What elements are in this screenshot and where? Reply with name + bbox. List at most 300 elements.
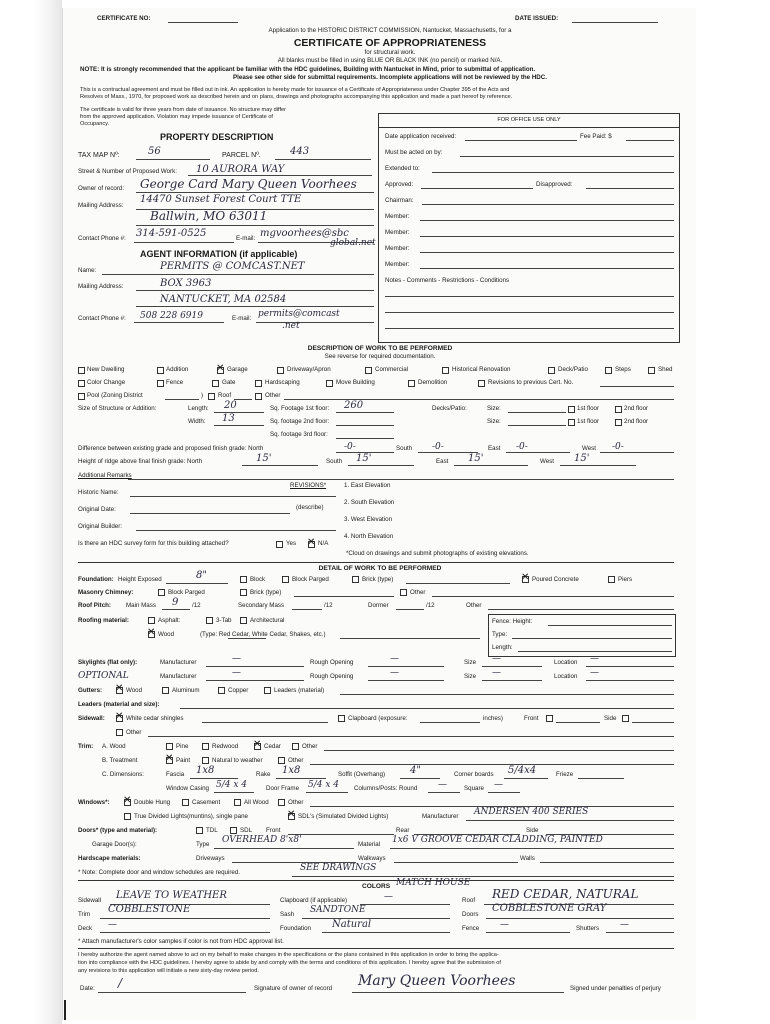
- poured-concrete-label: Poured Concrete: [532, 576, 579, 583]
- block-checkbox[interactable]: [240, 576, 247, 583]
- natural-checkbox[interactable]: [202, 757, 209, 764]
- gutters-wood-checkbox[interactable]: [116, 687, 123, 694]
- office-notes-field-1[interactable]: [385, 296, 674, 297]
- frieze-label: Frieze: [556, 771, 574, 778]
- work-subheading: See reverse for required documentation.: [324, 353, 436, 360]
- gutters-copper-checkbox[interactable]: [218, 687, 225, 694]
- color-doors-label: Doors: [462, 911, 479, 918]
- corner-boards-field[interactable]: [504, 778, 548, 779]
- corner-boards-value: 5/4x4: [508, 765, 537, 776]
- move-building-label: Move Building: [336, 379, 375, 386]
- color-fence-field[interactable]: [486, 932, 570, 933]
- sqft-2nd-field[interactable]: [336, 425, 394, 426]
- blanks-note: All blanks must be filled in using BLUE OR BLACK INK (no pencil) or marked N/A.: [277, 57, 503, 64]
- clapboard-checkbox[interactable]: [338, 715, 345, 722]
- soffit-field[interactable]: [400, 778, 440, 779]
- ridge-west-field[interactable]: [560, 465, 636, 466]
- deck-1st-floor-checkbox-2[interactable]: [568, 419, 575, 426]
- garage-checkbox[interactable]: [217, 367, 224, 374]
- historic-name-label: Historic Name:: [78, 489, 119, 496]
- white-cedar-field[interactable]: [202, 722, 328, 723]
- commercial-checkbox[interactable]: [365, 367, 372, 374]
- fence-checkbox[interactable]: [157, 380, 164, 387]
- redwood-checkbox[interactable]: [202, 743, 209, 750]
- grade-south-label: South: [396, 445, 413, 452]
- elevation-east: 1. East Elevation: [344, 482, 391, 489]
- demolition-checkbox[interactable]: [408, 380, 415, 387]
- date-issued-field[interactable]: [572, 22, 658, 23]
- ridge-west-label: West: [540, 458, 554, 465]
- height-exposed-field[interactable]: [166, 583, 228, 584]
- office-member-label-2: Member:: [385, 229, 410, 236]
- original-builder-field[interactable]: [136, 530, 336, 531]
- agent-mailing-field-2[interactable]: [136, 306, 374, 307]
- signature-label: Signature of owner of record: [254, 985, 333, 992]
- office-use-box: [378, 113, 680, 343]
- chimney-other-checkbox[interactable]: [400, 589, 407, 596]
- brick-type-checkbox[interactable]: [352, 576, 359, 583]
- other-work-label: Other: [265, 392, 281, 399]
- other-work-field[interactable]: [284, 399, 674, 400]
- historic-name-field[interactable]: [130, 496, 336, 497]
- three-tab-checkbox[interactable]: [206, 617, 213, 624]
- color-doors-value: COBBLESTONE GRAY: [492, 903, 607, 914]
- owner-value: George Card Mary Queen Voorhees: [140, 177, 357, 191]
- redwood-label: Redwood: [212, 743, 239, 750]
- windows-manufacturer-value: ANDERSEN 400 SERIES: [474, 807, 589, 817]
- survey-yes-checkbox[interactable]: [276, 541, 283, 548]
- commercial-label: Commercial: [375, 366, 409, 373]
- schedule-field[interactable]: [292, 876, 674, 877]
- agent-email-label: E-mail:: [232, 315, 252, 322]
- validity-text-1: The certificate is valid for three years from date of issuance. No structure may differ: [80, 107, 287, 113]
- sdl-checkbox[interactable]: [288, 813, 295, 820]
- architectural-checkbox[interactable]: [240, 617, 247, 624]
- trim-other-label: Other: [302, 743, 318, 750]
- date-field[interactable]: [98, 992, 246, 993]
- square-dash: —: [494, 780, 503, 790]
- parcel-field[interactable]: [275, 159, 371, 160]
- three-tab-label: 3-Tab: [216, 617, 232, 624]
- agent-name-field[interactable]: [102, 274, 374, 275]
- sqft-1st-field[interactable]: [336, 412, 394, 413]
- door-frame-field[interactable]: [306, 792, 348, 793]
- steps-label: Steps: [615, 366, 631, 373]
- parcel-label: PARCEL Nº.: [222, 152, 261, 159]
- true-divided-checkbox[interactable]: [124, 813, 131, 820]
- color-clapboard-value: —: [384, 892, 393, 902]
- deck-2nd-floor-checkbox-2[interactable]: [615, 419, 622, 426]
- width-label: Width:: [188, 418, 206, 425]
- date-label: Date:: [80, 985, 95, 992]
- office-disapproved-field[interactable]: [586, 188, 674, 189]
- skylight-location-dash-2: —: [590, 668, 599, 678]
- mailing-field-2[interactable]: [136, 225, 374, 226]
- piers-checkbox[interactable]: [608, 576, 615, 583]
- revisions-cert-field[interactable]: [600, 386, 674, 387]
- fence-length-field[interactable]: [518, 651, 672, 652]
- skylight-size-label-2: Size: [464, 673, 477, 680]
- tdl-label: TDL: [206, 827, 218, 834]
- wood-roofing-checkbox[interactable]: [148, 631, 155, 638]
- door-front-label: Front: [266, 827, 281, 834]
- scan-mark: [64, 1000, 66, 1020]
- office-acted-on-label: Must be acted on by:: [385, 149, 443, 156]
- hardscape-label: Hardscape materials:: [78, 855, 141, 862]
- agent-mailing-field-1[interactable]: [136, 290, 374, 291]
- main-mass-field[interactable]: [162, 609, 190, 610]
- street-value: 10 AURORA WAY: [196, 164, 285, 175]
- door-rear-label: Rear: [396, 827, 410, 834]
- sqft-3rd-field[interactable]: [336, 438, 394, 439]
- contact-phone-value: 314-591-0525: [136, 228, 207, 239]
- new-dwelling-checkbox[interactable]: [78, 367, 85, 374]
- schedule-note: * Note: Complete door and window schedules are required.: [78, 869, 240, 876]
- dormer-per12: /12: [426, 602, 435, 609]
- block-parged-checkbox[interactable]: [282, 576, 289, 583]
- door-sdl-checkbox[interactable]: [230, 827, 237, 834]
- red-cedar-underline: [228, 638, 266, 639]
- street-field[interactable]: [188, 175, 372, 176]
- revisions-label: Revisions to previous Cert. No.: [488, 379, 574, 386]
- roof-other-field[interactable]: [488, 609, 674, 610]
- paint-checkbox[interactable]: [166, 757, 173, 764]
- sidewall-side-checkbox[interactable]: [622, 715, 629, 722]
- columns-round-field[interactable]: [428, 792, 460, 793]
- pool-checkbox[interactable]: [78, 393, 85, 400]
- color-shutters-field[interactable]: [606, 932, 674, 933]
- original-builder-label: Original Builder:: [78, 523, 123, 530]
- fence-type-field[interactable]: [512, 638, 672, 639]
- clapboard-exposure-label: Clapboard (exposure:: [348, 715, 408, 722]
- color-clapboard-field[interactable]: [360, 904, 450, 905]
- office-fee-field[interactable]: [626, 140, 674, 141]
- office-member-field-3[interactable]: [420, 252, 674, 253]
- pool-label: Pool (Zoning District: [87, 392, 143, 399]
- office-member-field-4[interactable]: [420, 268, 674, 269]
- sidewall-other-checkbox[interactable]: [116, 729, 123, 736]
- deck-2nd-floor-label-1: 2nd floor: [624, 405, 649, 412]
- survey-na-checkbox[interactable]: [308, 541, 315, 548]
- revisions-checkbox[interactable]: [478, 380, 485, 387]
- skylight-manufacturer-field-2[interactable]: [206, 680, 304, 681]
- chimney-brick-field[interactable]: [294, 596, 394, 597]
- sidewall-other-field[interactable]: [148, 736, 674, 737]
- deck-2nd-floor-checkbox-1[interactable]: [615, 406, 622, 413]
- square-label: Square: [464, 785, 484, 792]
- chimney-block-parged-checkbox[interactable]: [158, 589, 165, 596]
- office-acted-on-field[interactable]: [460, 156, 674, 157]
- fence-height-field[interactable]: [548, 625, 672, 626]
- casement-checkbox[interactable]: [182, 799, 189, 806]
- skylight-location-field-1[interactable]: [586, 666, 674, 667]
- mailing-value-1: 14470 Sunset Forest Court TTE: [140, 194, 302, 205]
- window-casing-label: Window Casing: [166, 785, 209, 792]
- color-attach-note: * Attach manufacturer's color samples if color is not from HDC approval list.: [78, 938, 284, 945]
- detail-heading: DETAIL OF WORK TO BE PERFORMED: [318, 565, 442, 572]
- wood-type-label: (Type: Red Cedar, White Cedar, Shakes, etc.): [200, 631, 326, 638]
- roof-label: Roof: [218, 392, 232, 399]
- roof-checkbox[interactable]: [208, 393, 215, 400]
- ridge-north-field[interactable]: [242, 465, 318, 466]
- white-cedar-label: White cedar shingles: [126, 715, 184, 722]
- agent-email-field[interactable]: [256, 322, 374, 323]
- signature-field[interactable]: [352, 992, 564, 993]
- deck-size-field-1[interactable]: [508, 412, 566, 413]
- true-divided-label: True Divided Lights(muntins), single pane: [134, 813, 248, 820]
- color-deck-field[interactable]: [100, 932, 270, 933]
- fascia-field[interactable]: [190, 778, 238, 779]
- deck-size-field-2[interactable]: [508, 425, 566, 426]
- width-field[interactable]: [214, 425, 264, 426]
- office-extended-field[interactable]: [432, 172, 674, 173]
- gutters-aluminum-checkbox[interactable]: [162, 687, 169, 694]
- garage-material-field[interactable]: [390, 848, 674, 849]
- main-mass-per12: /12: [192, 602, 201, 609]
- rough-opening-field-1[interactable]: [368, 666, 444, 667]
- office-notes-field-2[interactable]: [385, 312, 674, 313]
- color-trim-value: COBBLESTONE: [108, 904, 191, 915]
- contact-phone-field[interactable]: [134, 242, 234, 243]
- steps-checkbox[interactable]: [605, 367, 612, 374]
- office-member-label-1: Member:: [385, 213, 410, 220]
- soffit-value: 4": [410, 765, 421, 776]
- sidewall-front-field[interactable]: [556, 722, 600, 723]
- grade-east-value: -0-: [516, 442, 528, 452]
- zoning-district-field[interactable]: [165, 399, 199, 400]
- clapboard-exposure-field[interactable]: [420, 722, 480, 723]
- wood-type-field[interactable]: [340, 638, 480, 639]
- door-front-field[interactable]: [288, 834, 394, 835]
- paint-label: Paint: [176, 757, 191, 764]
- treatment-other-field[interactable]: [310, 764, 674, 765]
- fascia-value: 1x8: [196, 765, 215, 776]
- brick-type-field[interactable]: [406, 583, 510, 584]
- elevation-south: 2. South Elevation: [344, 499, 395, 506]
- windows-other-checkbox[interactable]: [278, 799, 285, 806]
- office-approved-field[interactable]: [421, 188, 533, 189]
- skylights-label: Skylights (flat only):: [78, 659, 138, 666]
- double-hung-checkbox[interactable]: [124, 799, 131, 806]
- skylight-location-field-2[interactable]: [586, 680, 674, 681]
- skylight-size-label-1: Size: [464, 659, 477, 666]
- hardscaping-checkbox[interactable]: [255, 380, 262, 387]
- poured-concrete-checkbox[interactable]: [522, 576, 529, 583]
- leaders-material-field[interactable]: [340, 694, 674, 695]
- tdl-checkbox[interactable]: [196, 827, 203, 834]
- skylight-size-field-2[interactable]: [482, 680, 542, 681]
- double-hung-label: Double Hung: [134, 799, 171, 806]
- agent-mailing-label: Mailing Address:: [78, 283, 124, 290]
- owner-field[interactable]: [136, 192, 374, 193]
- application-to-text: Application to the HISTORIC DISTRICT COMMISSION, Nantucket, Massachusetts, for a: [268, 27, 512, 34]
- color-foundation-field[interactable]: [322, 932, 450, 933]
- garage-label: Garage: [227, 366, 248, 373]
- addition-checkbox[interactable]: [157, 367, 164, 374]
- secondary-mass-field[interactable]: [292, 609, 322, 610]
- sidewall-side-label: Side: [604, 715, 617, 722]
- color-fence-value: —: [500, 920, 509, 930]
- rough-opening-dash-1: —: [390, 654, 399, 664]
- ridge-south-field[interactable]: [348, 465, 414, 466]
- treatment-label: B. Treatment: [102, 757, 138, 764]
- agent-phone-field[interactable]: [134, 322, 224, 323]
- ridge-east-field[interactable]: [454, 465, 528, 466]
- grade-east-field[interactable]: [506, 452, 570, 453]
- window-casing-value: 5/4 x 4: [216, 780, 248, 790]
- perjury-note: Signed under penalties of perjury: [570, 985, 661, 992]
- office-member-label-4: Member:: [385, 261, 410, 268]
- color-sash-value: SANDTONE: [310, 905, 366, 915]
- agent-mailing-value-2: NANTUCKET, MA 02584: [160, 294, 287, 305]
- ridge-south-label: South: [326, 458, 343, 465]
- all-wood-label: All Wood: [244, 799, 269, 806]
- garage-type-label: Type: [196, 841, 210, 848]
- sqft-2nd-label: Sq. footage 2nd floor:: [270, 418, 330, 425]
- office-member-field-2[interactable]: [420, 236, 674, 237]
- sidewall-side-field[interactable]: [632, 722, 674, 723]
- office-notes-label: Notes - Comments - Restrictions - Conditions: [385, 277, 510, 284]
- certificate-no-label: CERTIFICATE NO:: [97, 15, 151, 22]
- walkways-label: Walkways: [358, 855, 386, 862]
- date-value: /: [118, 976, 123, 990]
- chimney-other-field[interactable]: [432, 596, 674, 597]
- color-roof-label: Roof: [462, 897, 476, 904]
- square-field[interactable]: [488, 792, 520, 793]
- grade-north-value: -0-: [344, 442, 356, 452]
- certificate-no-field[interactable]: [168, 22, 238, 23]
- rake-value: 1x8: [282, 765, 301, 776]
- color-trim-field[interactable]: [100, 918, 270, 919]
- rough-opening-label-2: Rough Opening: [310, 673, 354, 680]
- color-change-checkbox[interactable]: [78, 380, 85, 387]
- dormer-field[interactable]: [396, 609, 424, 610]
- leaders-size-field[interactable]: [180, 708, 674, 709]
- shed-checkbox[interactable]: [648, 367, 655, 374]
- rake-field[interactable]: [276, 778, 326, 779]
- chimney-block-parged-label: Block Parged: [168, 589, 205, 596]
- deck-size-label-1: Size:: [487, 405, 501, 412]
- color-change-label: Color Change: [87, 379, 126, 386]
- trim-wood-label: A. Wood: [102, 743, 126, 750]
- walkways-field[interactable]: [394, 862, 518, 863]
- windows-manufacturer-label: Manufacturer: [422, 813, 459, 820]
- optional-note: OPTIONAL: [78, 671, 129, 681]
- office-chairman-field[interactable]: [422, 204, 674, 205]
- treatment-other-label: Other: [288, 757, 304, 764]
- asphalt-checkbox[interactable]: [148, 617, 155, 624]
- color-doors-field[interactable]: [486, 918, 674, 919]
- gate-checkbox[interactable]: [212, 380, 219, 387]
- other-work-checkbox[interactable]: [255, 393, 262, 400]
- color-shutters-value: —: [620, 920, 629, 930]
- skylight-size-field-1[interactable]: [482, 666, 542, 667]
- secondary-mass-per12: /12: [324, 602, 333, 609]
- windows-manufacturer-field[interactable]: [466, 820, 674, 821]
- agent-email-value: permits@comcast: [258, 309, 340, 319]
- sidewall-label: Sidewall:: [78, 715, 105, 722]
- gutters-aluminum-label: Aluminum: [172, 687, 200, 694]
- window-casing-field[interactable]: [214, 792, 254, 793]
- office-extended-label: Extended to:: [385, 165, 420, 172]
- garage-doors-label: Garage Door(s):: [92, 841, 137, 848]
- trim-other-checkbox[interactable]: [292, 743, 299, 750]
- property-heading: PROPERTY DESCRIPTION: [160, 132, 274, 142]
- deck-1st-floor-checkbox-1[interactable]: [568, 406, 575, 413]
- office-member-label-3: Member:: [385, 245, 410, 252]
- authorization-text-3: any revisions to this application will initiate a new sixty-day review period.: [78, 968, 259, 974]
- office-date-received-field[interactable]: [465, 140, 577, 141]
- sidewall-other-label: Other: [126, 729, 142, 736]
- driveway-label: Driveway/Apron: [287, 366, 331, 373]
- skylight-manufacturer-dash-2: —: [232, 668, 241, 678]
- wood-roofing-label: Wood: [158, 631, 175, 638]
- office-member-field-1[interactable]: [420, 220, 674, 221]
- color-sash-field[interactable]: [302, 918, 450, 919]
- color-sash-label: Sash: [280, 911, 295, 918]
- garage-type-field[interactable]: [214, 848, 354, 849]
- leaders-material-checkbox[interactable]: [264, 687, 271, 694]
- office-notes-field-3[interactable]: [385, 328, 674, 329]
- historical-renovation-checkbox[interactable]: [442, 367, 449, 374]
- skylight-manufacturer-field-1[interactable]: [206, 666, 304, 667]
- deck-patio-checkbox[interactable]: [548, 367, 555, 374]
- skylight-size-dash-1: —: [492, 654, 501, 664]
- tax-map-field[interactable]: [136, 159, 210, 160]
- addition-label: Addition: [166, 366, 189, 373]
- chimney-brick-checkbox[interactable]: [240, 589, 247, 596]
- additional-remarks-field[interactable]: [128, 479, 674, 480]
- form-title: CERTIFICATE OF APPROPRIATENESS: [293, 37, 487, 49]
- trim-other-field[interactable]: [324, 750, 674, 751]
- elevation-west: 3. West Elevation: [344, 516, 393, 523]
- gutters-wood-label: Wood: [126, 687, 143, 694]
- all-wood-checkbox[interactable]: [234, 799, 241, 806]
- office-fee-label: Fee Paid: $: [580, 133, 612, 140]
- contact-phone-label: Contact Phone #:: [78, 235, 126, 242]
- frieze-field[interactable]: [578, 778, 624, 779]
- tax-map-label: TAX MAP Nº:: [78, 152, 120, 159]
- windows-label: Windows*:: [78, 799, 110, 806]
- gutters-label: Gutters:: [78, 687, 103, 694]
- deck-1st-floor-label-2: 1st floor: [577, 418, 600, 425]
- fascia-label: Fascia: [166, 771, 185, 778]
- owner-label: Owner of record:: [78, 185, 125, 192]
- color-sidewall-label: Sidewall: [78, 897, 102, 904]
- move-building-checkbox[interactable]: [326, 380, 333, 387]
- deck-patio-label: Deck/Patio: [558, 366, 588, 373]
- pine-checkbox[interactable]: [166, 743, 173, 750]
- white-cedar-checkbox[interactable]: [116, 715, 123, 722]
- tax-map-value: 56: [148, 146, 161, 157]
- rough-opening-field-2[interactable]: [368, 680, 444, 681]
- mailing-label: Mailing Address:: [78, 202, 124, 209]
- fence-type-label: Type:: [492, 631, 508, 638]
- trim-label: Trim:: [78, 743, 94, 750]
- cedar-checkbox[interactable]: [254, 743, 261, 750]
- treatment-other-checkbox[interactable]: [278, 757, 285, 764]
- sidewall-front-checkbox[interactable]: [546, 715, 553, 722]
- driveway-checkbox[interactable]: [277, 367, 284, 374]
- foundation-label: Foundation:: [78, 576, 114, 583]
- original-date-field[interactable]: [130, 513, 290, 514]
- office-divider: [378, 127, 680, 128]
- walls-field[interactable]: [540, 862, 674, 863]
- pine-label: Pine: [176, 743, 189, 750]
- rake-label: Rake: [256, 771, 271, 778]
- grade-west-field[interactable]: [600, 452, 674, 453]
- office-approved-label: Approved:: [385, 181, 414, 188]
